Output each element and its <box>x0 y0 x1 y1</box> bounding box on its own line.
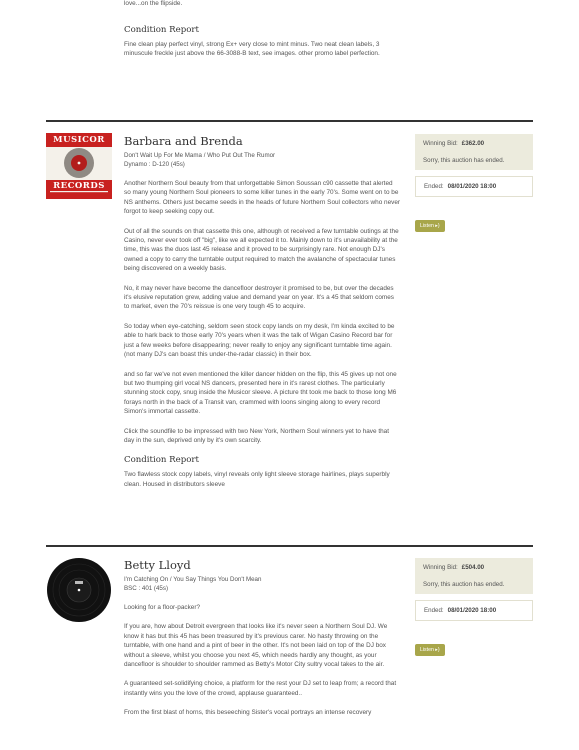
auction-ended-note: Sorry, this auction has ended. <box>423 157 505 164</box>
previous-description: love...on the flipside. <box>124 0 183 8</box>
winning-bid-amount: £362.00 <box>461 140 485 147</box>
speaker-icon: ▸) <box>435 647 440 653</box>
description-paragraph: Another Northern Soul beauty from that unforgettable Simon Soussan c90 cassette that alerted so many young Northern Soul pioneers to some killer tunes in the early 70's. Some went on to be NS anthems. Others just became seeds in the heads of future Northern Soul collectors who never forgot to keep seeking copy out. <box>124 180 401 216</box>
ended-date: 08/01/2020 18:00 <box>447 183 497 190</box>
lot-barbara-and-brenda <box>124 134 400 499</box>
listen-label: Listen <box>420 647 434 653</box>
winning-bid-amount: £504.00 <box>461 564 485 571</box>
description-paragraph: From the first blast of horns, this beseeching Sister's vocal portrays an intense recovery <box>124 709 372 717</box>
auction-ended-note: Sorry, this auction has ended. <box>423 581 505 588</box>
condition-report-title: Condition Report <box>124 24 199 35</box>
ended-label: Ended: <box>424 183 444 190</box>
artist-title[interactable]: Betty Lloyd <box>124 558 191 572</box>
lot-betty-lloyd <box>124 558 400 728</box>
bid-panel <box>415 134 533 232</box>
lot-divider <box>46 120 533 122</box>
track-titles: I'm Catching On / You Say Things You Don't Mean <box>124 576 262 583</box>
winning-bid-box <box>415 134 533 170</box>
sleeve-bottom-logo: RECORDS <box>53 181 105 191</box>
lot-divider <box>46 545 533 547</box>
winning-bid-label: Winning Bid: <box>423 564 458 571</box>
previous-lot <box>124 0 400 69</box>
description-paragraph: Out of all the sounds on that cassette this one, although ot received a few turntable outings at the Casino, never ever took off "big", like we all expected it to. Mainly down to it's unavailability at the time, this was the duos last 45 release and it proved to be surprisingly rare. Not enough DJ's owned a copy to carry the turntable output required to match the avalanche of spectacular tunes being discovered on a weekly basis. <box>124 227 399 273</box>
listen-button[interactable] <box>415 644 445 656</box>
sleeve-top-logo: MUSICOR <box>53 135 105 145</box>
ended-label: Ended: <box>424 607 444 614</box>
speaker-icon: ▸) <box>435 223 440 229</box>
description-paragraph: A guaranteed set-solidifying choice, a platform for the rest your DJ set to leap from; a record that instantly wins you the love of the crowd, applause guaranteed.. <box>124 680 397 697</box>
record-image-betty-lloyd[interactable] <box>46 557 112 623</box>
bid-panel <box>415 558 533 656</box>
ended-date: 08/01/2020 18:00 <box>447 607 497 614</box>
label-catalog: Dynamo : D-120 (45s) <box>124 161 185 168</box>
description-paragraph: and so far we've not even mentioned the killer dancer hidden on the flip, this 45 gives up not one but two thumping girl vocal NS dancers, presented here in it's rarest clothes. The particularly stunning stock copy, snug inside the Musicor sleeve. A picture tht took me back to those long M6 forays north in the back of a Transit van, crammed with loons singing along to every record Simon's immortal cassette. <box>124 370 397 416</box>
track-titles: Don't Wait Up For Me Mama / Who Put Out The Rumor <box>124 152 276 159</box>
ended-box <box>415 176 533 197</box>
condition-report-text: Fine clean play perfect vinyl, strong Ex+ very close to mint minus. Two neat clean labels, 3 minuscule freckle just above the 66-3088-B text, see images. other promo label perfection. <box>124 40 380 58</box>
label-catalog: BSC : 401 (45s) <box>124 585 169 592</box>
condition-report-text: Two flawless stock copy labels, vinyl reveals only light sleeve storage hairlines, plays superbly clean. Housed in distributors sleeve <box>124 471 390 488</box>
ended-box <box>415 600 533 621</box>
description-paragraph: Looking for a floor-packer? <box>124 604 201 611</box>
description-paragraph: So today when eye-catching, seldom seen stock copy lands on my desk, I'm kinda excited to be able to hark back to those early 70's years when it was the talk of Wigan Casino Record bar for just a few weeks before disappearing; never really to enjoy any significant turntable time again. (not many DJ's can boast this under-the-radar classic) in their box. <box>124 322 395 359</box>
listen-button[interactable] <box>415 220 445 232</box>
artist-title[interactable]: Barbara and Brenda <box>124 134 243 148</box>
winning-bid-label: Winning Bid: <box>423 140 458 147</box>
description-paragraph: Click the soundfile to be impressed with two New York, Northern Soul winners yet to have that day in the sun, deprived only by it's own scarcity. <box>124 427 389 444</box>
vinyl-record-image <box>46 557 112 623</box>
condition-report-title: Condition Report <box>124 455 199 466</box>
record-image-barbara-and-brenda[interactable] <box>46 133 112 199</box>
description-paragraph: If you are, how about Detroit evergreen that looks like it's never seen a Northern Soul DJ. We know it has but this 45 has been treasured by it's previous carer. No hasty throwing on the turntable, with one hand and a pint of beer in the other. It's not been laid on top of the DJ box without a sleeve, whilst you choose you next 45, which needs hardly any thought, as your dancefloor is shoulder to shoulder rammed as Betty's Motor City sultry vocal takes to the air. <box>124 623 388 669</box>
description-paragraph: No, it may never have become the dancefloor destroyer it promised to be, but over the decades it's elusive reputation grew, adding value and demand year on year. It's a 45 that seldom comes to market, even the 70's reissue is one very tough 45 to acquire. <box>124 284 394 311</box>
winning-bid-box <box>415 558 533 594</box>
listen-label: Listen <box>420 223 434 229</box>
